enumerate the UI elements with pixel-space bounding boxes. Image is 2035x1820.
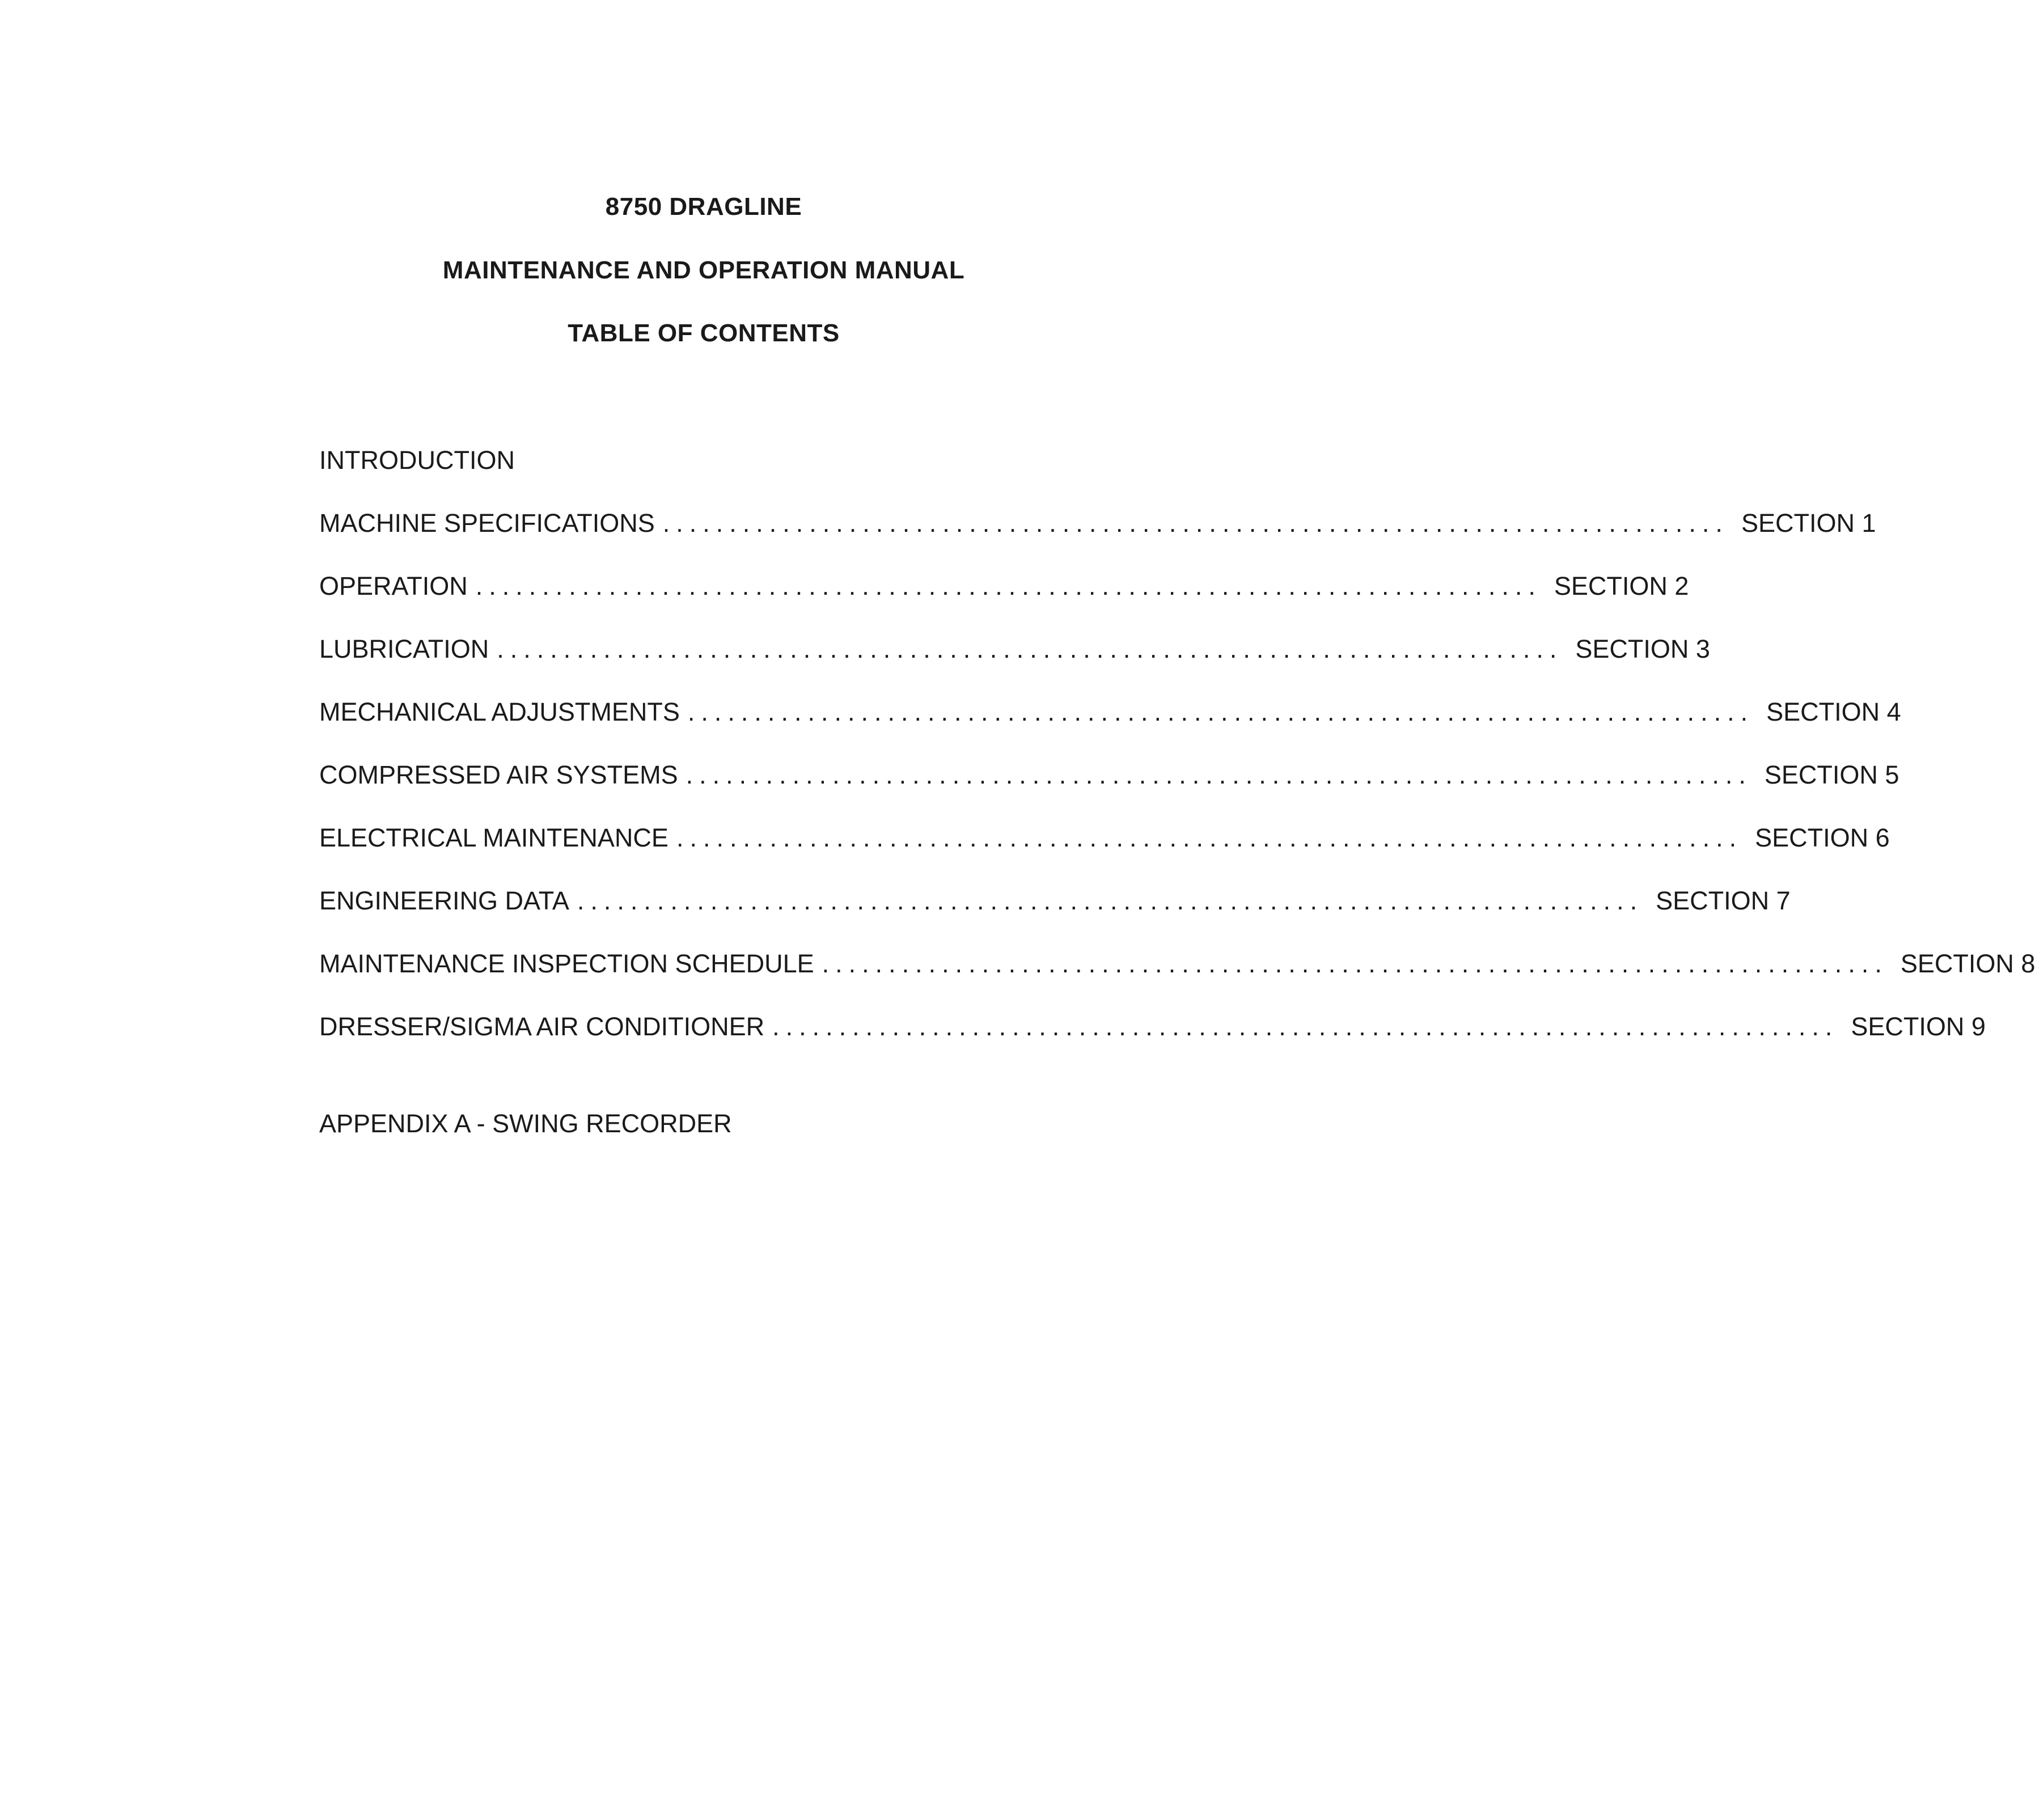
model-title: 8750 DRAGLINE xyxy=(605,193,802,221)
toc-entry-section: SECTION 6 xyxy=(1755,823,1890,852)
toc-entry-section-2 xyxy=(319,569,1689,603)
leader-dots: ................................................................................ xyxy=(475,572,1542,600)
toc-entry-section-3 xyxy=(319,632,1710,666)
leader-dots: ................................................................................ xyxy=(662,509,1729,537)
toc-entry-section-1 xyxy=(319,506,1876,540)
toc-entry-title: MECHANICAL ADJUSTMENTS xyxy=(319,697,680,726)
leader-dots: ................................................................................ xyxy=(676,823,1743,852)
toc-entry-title: COMPRESSED AIR SYSTEMS xyxy=(319,760,678,789)
manual-title: MAINTENANCE AND OPERATION MANUAL xyxy=(442,256,965,284)
leader-dots: ................................................................................ xyxy=(497,634,1563,663)
toc-entry-section-6 xyxy=(319,821,1890,855)
leader-dots: ................................................................................ xyxy=(577,886,1644,915)
toc-entry-section: SECTION 3 xyxy=(1575,634,1710,663)
toc-entry-title: ELECTRICAL MAINTENANCE xyxy=(319,823,669,852)
toc-entry-section-9 xyxy=(319,1010,1986,1044)
toc-entry-section: SECTION 1 xyxy=(1741,509,1876,537)
leader-dots: ................................................................................ xyxy=(822,949,1888,978)
toc-entry-title: MAINTENANCE INSPECTION SCHEDULE xyxy=(319,949,814,978)
toc-entry-section-5 xyxy=(319,758,1899,792)
toc-entry-section: SECTION 9 xyxy=(1851,1012,1986,1041)
toc-appendix: APPENDIX A - SWING RECORDER xyxy=(319,1109,732,1138)
toc-entry-section: SECTION 8 xyxy=(1900,949,2035,978)
leader-dots: ................................................................................ xyxy=(687,697,1754,726)
toc-entry-title: OPERATION xyxy=(319,572,468,600)
leader-dots: ................................................................................ xyxy=(686,760,1752,789)
toc-entry-section: SECTION 4 xyxy=(1766,697,1901,726)
toc-entry-title: DRESSER/SIGMA AIR CONDITIONER xyxy=(319,1012,765,1041)
toc-entry-section-8 xyxy=(319,947,2035,981)
toc-entry-title: LUBRICATION xyxy=(319,634,489,663)
toc-entry-section: SECTION 7 xyxy=(1656,886,1791,915)
toc-introduction: INTRODUCTION xyxy=(319,446,515,475)
toc-entry-title: MACHINE SPECIFICATIONS xyxy=(319,509,655,537)
leader-dots: ................................................................................ xyxy=(772,1012,1839,1041)
toc-entry-title: ENGINEERING DATA xyxy=(319,886,569,915)
toc-entry-section: SECTION 5 xyxy=(1764,760,1899,789)
toc-entry-section-4 xyxy=(319,695,1901,729)
contents-title: TABLE OF CONTENTS xyxy=(568,319,840,347)
toc-entry-section-7 xyxy=(319,884,1791,918)
toc-entry-section: SECTION 2 xyxy=(1554,572,1689,600)
